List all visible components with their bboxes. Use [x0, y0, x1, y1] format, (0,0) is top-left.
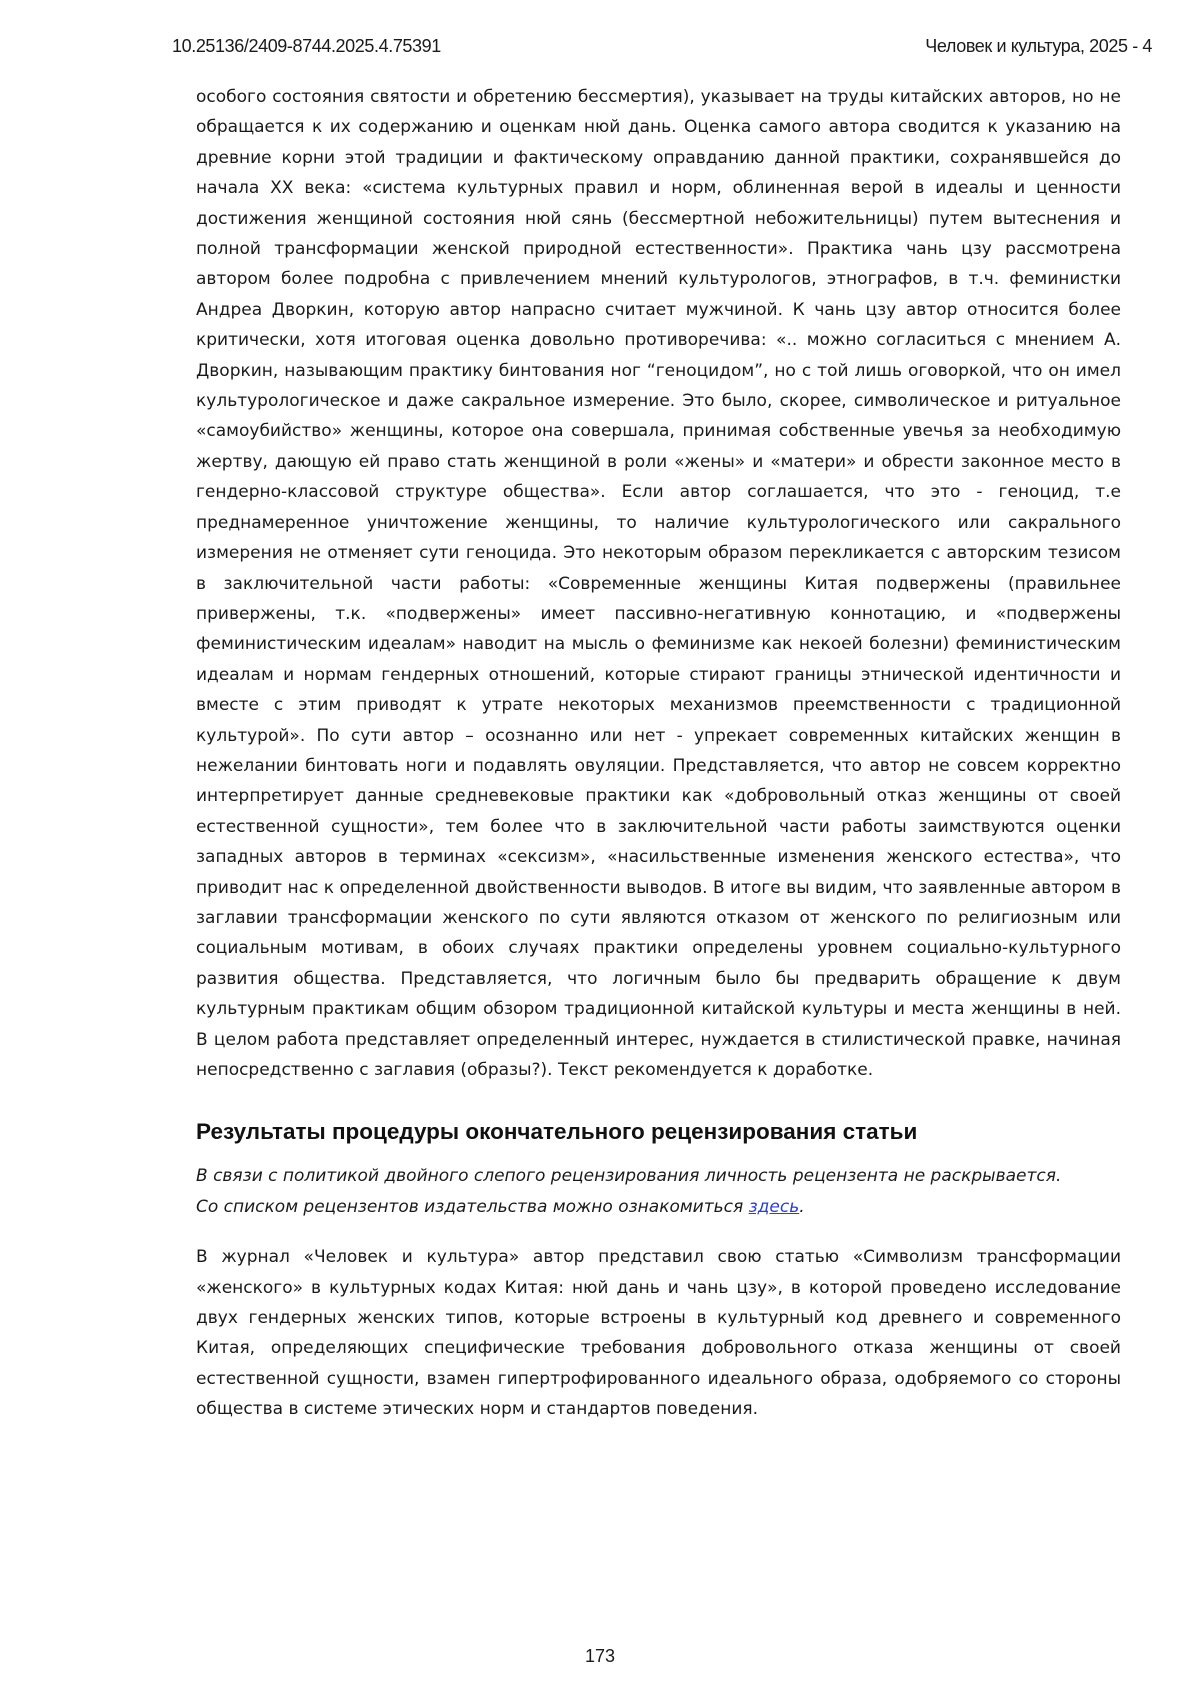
section-heading: Результаты процедуры окончательного рецензирования статьи: [196, 1119, 918, 1145]
reviewers-note-text: Со списком рецензентов издательства можно ознакомиться: [196, 1196, 749, 1217]
doi-label: 10.25136/2409-8744.2025.4.75391: [172, 36, 441, 56]
reviewers-list-link[interactable]: здесь: [748, 1196, 800, 1217]
reviewers-note-period: .: [799, 1196, 805, 1217]
review-paragraph: особого состояния святости и обретению бессмертия), указывает на труды китайских авторов, но не обращается к их содержанию и оценкам нюй дань. Оценка самого автора сводится к указанию на древние корни этой традиции и фактическому оправданию данной практики, сохранявшейся до начала XX века: «система культурных правил и норм, облиненная верой в идеалы и ценности достижения женщиной состояния нюй сянь (бессмертной небожительницы) путем вытеснения и полной трансформации женской природной естественности». Практика чань цзу рассмотрена автором более подробна с привлечением мнений культурологов, этнографов, в т.ч. феминистки Андреа Дворкин, которую автор напрасно считает мужчиной. К чань цзу автор относится более критически, хотя итоговая оценка довольно противоречива: «.. можно согласиться с мнением А. Дворкин, называющим практику бинтования ног “геноцидом”, но с той лишь оговоркой, что он имел культурологическое и даже сакральное измерение. Это было, скорее, символическое и ритуальное «самоубийство» женщины, которое она совершала, принимая собственные увечья за необходимую жертву, дающую ей право стать женщиной в роли «жены» и «матери» и обрести законное место в гендерно-классовой структуре общества». Если автор соглашается, что это - геноцид, т.е преднамеренное уничтожение женщины, то наличие культурологического или сакрального измерения не отменяет сути геноцида. Это некоторым образом перекликается с авторским тезисом в заключительной части работы: «Современные женщины Китая подвержены (правильнее привержены, т.к. «подвержены» имеет пассивно-негативную коннотацию, и «подвержены феминистическим идеалам» наводит на мысль о феминизме как некоей болезни) феминистическим идеалам и нормам гендерных отношений, которые стирают границы этнической идентичности и вместе с этим приводят к утрате некоторых механизмов преемственности с традиционной культурой». По сути автор – осознанно или нет - упрекает современных китайских женщин в нежелании бинтовать ноги и подавлять овуляции. Представляется, что автор не совсем корректно интерпретирует данные средневековые практики как «добровольный отказ женщины от своей естественной сущности», тем более что в заключительной части работы заимствуются оценки западных авторов в терминах «сексизм», «насильственные изменения женского естества», что приводит нас к определенной двойственности выводов. В итоге вы видим, что заявленные автором в заглавии трансформации женского по сути являются отказом от женского по религиозным или социальным мотивам, в обоих случаях практики определены уровнем социально-культурного развития общества. Представляется, что логичным было бы предварить обращение к двум культурным практикам общим обзором традиционной китайской культуры и места женщины в ней. В целом работа представляет определенный интерес, нуждается в стилистической правке, начиная непосредственно с заглавия (образы?). Текст рекомендуется к доработке.: [196, 87, 1121, 1080]
journal-issue-label: Человек и культура, 2025 - 4: [925, 36, 1152, 56]
running-header: [172, 36, 1152, 60]
reviewers-list-note: [196, 1192, 1121, 1222]
article-body: [196, 82, 1121, 1425]
page-number: 173: [584, 1646, 616, 1666]
final-review-paragraph: В журнал «Человек и культура» автор представил свою статью «Символизм трансформации «женского» в культурных кодах Китая: нюй дань и чань цзу», в которой проведено исследование двух гендерных женских типов, которые встроены в культурный код древнего и современного Китая, определяющих специфические требования добровольного отказа женщины от своей естественной сущности, взамен гипертрофированного идеального образа, одобряемого со стороны общества в системе этических норм и стандартов поведения.: [196, 1247, 1121, 1420]
anonymity-note: В связи с политикой двойного слепого рецензирования личность рецензента не раскрывается.: [196, 1166, 1062, 1187]
